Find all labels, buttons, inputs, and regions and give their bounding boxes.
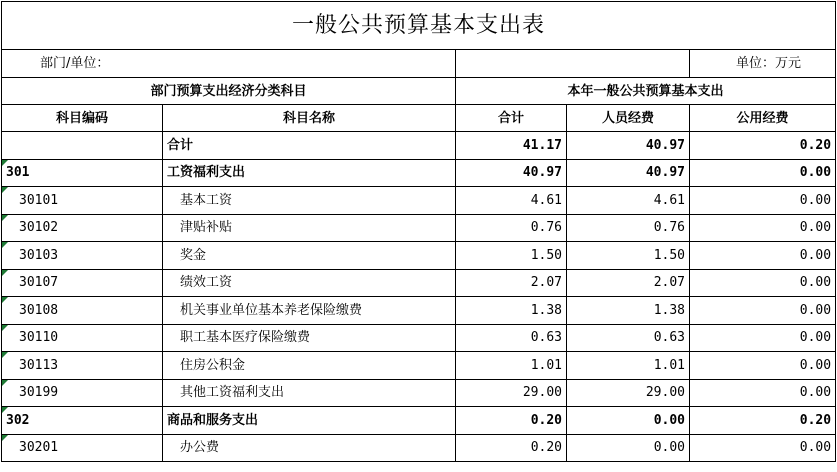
cell-name[interactable]: 其他工资福利支出	[163, 379, 456, 407]
cell-public[interactable]: 0.00	[690, 214, 836, 242]
cell-code[interactable]: 30108	[2, 297, 163, 325]
cell-code[interactable]: 30107	[2, 269, 163, 297]
cell-code[interactable]: 301	[2, 159, 163, 187]
cell-name[interactable]: 职工基本医疗保险缴费	[163, 324, 456, 352]
cell-public[interactable]: 0.20	[690, 407, 836, 435]
cell-total[interactable]: 0.20	[456, 434, 567, 462]
header-group-classification: 部门预算支出经济分类科目	[2, 78, 456, 105]
cell-name[interactable]: 合计	[163, 132, 456, 160]
cell-name[interactable]: 商品和服务支出	[163, 407, 456, 435]
cell-public[interactable]: 0.00	[690, 187, 836, 215]
budget-sheet	[1, 1, 835, 462]
cell-total[interactable]: 0.76	[456, 214, 567, 242]
cell-code[interactable]: 30199	[2, 379, 163, 407]
cell-personnel[interactable]: 1.38	[567, 297, 690, 325]
cell-personnel[interactable]: 1.01	[567, 352, 690, 380]
cell-code[interactable]: 30103	[2, 242, 163, 270]
cell-personnel[interactable]: 0.00	[567, 434, 690, 462]
cell-personnel[interactable]: 4.61	[567, 187, 690, 215]
cell-code[interactable]: 30102	[2, 214, 163, 242]
cell-total[interactable]: 40.97	[456, 159, 567, 187]
blank-cell[interactable]	[456, 50, 690, 78]
cell-public[interactable]: 0.00	[690, 269, 836, 297]
table-row	[2, 269, 836, 297]
header-group-basic-expenditure: 本年一般公共预算基本支出	[456, 78, 836, 105]
sheet-title: 一般公共预算基本支出表	[2, 2, 836, 50]
cell-public[interactable]: 0.00	[690, 159, 836, 187]
table-row	[2, 324, 836, 352]
cell-public[interactable]: 0.00	[690, 352, 836, 380]
cell-personnel[interactable]: 0.63	[567, 324, 690, 352]
cell-personnel[interactable]: 40.97	[567, 132, 690, 160]
cell-code[interactable]	[2, 132, 163, 160]
table-row	[2, 242, 836, 270]
table-row	[2, 379, 836, 407]
table-row	[2, 297, 836, 325]
cell-total[interactable]: 29.00	[456, 379, 567, 407]
cell-personnel[interactable]: 2.07	[567, 269, 690, 297]
table-row	[2, 187, 836, 215]
table-row	[2, 407, 836, 435]
table-row	[2, 352, 836, 380]
cell-code[interactable]: 30201	[2, 434, 163, 462]
cell-name[interactable]: 机关事业单位基本养老保险缴费	[163, 297, 456, 325]
cell-total[interactable]: 41.17	[456, 132, 567, 160]
cell-personnel[interactable]: 29.00	[567, 379, 690, 407]
header-total: 合计	[456, 105, 567, 132]
table-row	[2, 434, 836, 462]
header-personnel: 人员经费	[567, 105, 690, 132]
department-label: 部门/单位：	[2, 50, 456, 78]
cell-total[interactable]: 1.38	[456, 297, 567, 325]
header-name: 科目名称	[163, 105, 456, 132]
table-row	[2, 214, 836, 242]
header-code: 科目编码	[2, 105, 163, 132]
cell-personnel[interactable]: 1.50	[567, 242, 690, 270]
cell-name[interactable]: 绩效工资	[163, 269, 456, 297]
cell-name[interactable]: 津贴补贴	[163, 214, 456, 242]
cell-public[interactable]: 0.00	[690, 324, 836, 352]
cell-total[interactable]: 0.20	[456, 407, 567, 435]
cell-name[interactable]: 办公费	[163, 434, 456, 462]
cell-public[interactable]: 0.00	[690, 297, 836, 325]
cell-public[interactable]: 0.20	[690, 132, 836, 160]
cell-total[interactable]: 2.07	[456, 269, 567, 297]
cell-total[interactable]: 1.01	[456, 352, 567, 380]
cell-name[interactable]: 住房公积金	[163, 352, 456, 380]
table-row	[2, 159, 836, 187]
cell-personnel[interactable]: 0.76	[567, 214, 690, 242]
cell-total[interactable]: 4.61	[456, 187, 567, 215]
cell-public[interactable]: 0.00	[690, 379, 836, 407]
cell-total[interactable]: 0.63	[456, 324, 567, 352]
cell-code[interactable]: 302	[2, 407, 163, 435]
table-row	[2, 132, 836, 160]
cell-name[interactable]: 工资福利支出	[163, 159, 456, 187]
cell-code[interactable]: 30113	[2, 352, 163, 380]
cell-name[interactable]: 基本工资	[163, 187, 456, 215]
cell-name[interactable]: 奖金	[163, 242, 456, 270]
unit-label: 单位：万元	[690, 50, 836, 78]
cell-code[interactable]: 30110	[2, 324, 163, 352]
cell-public[interactable]: 0.00	[690, 434, 836, 462]
budget-table	[1, 1, 836, 462]
cell-public[interactable]: 0.00	[690, 242, 836, 270]
cell-code[interactable]: 30101	[2, 187, 163, 215]
header-public: 公用经费	[690, 105, 836, 132]
cell-total[interactable]: 1.50	[456, 242, 567, 270]
cell-personnel[interactable]: 0.00	[567, 407, 690, 435]
cell-personnel[interactable]: 40.97	[567, 159, 690, 187]
